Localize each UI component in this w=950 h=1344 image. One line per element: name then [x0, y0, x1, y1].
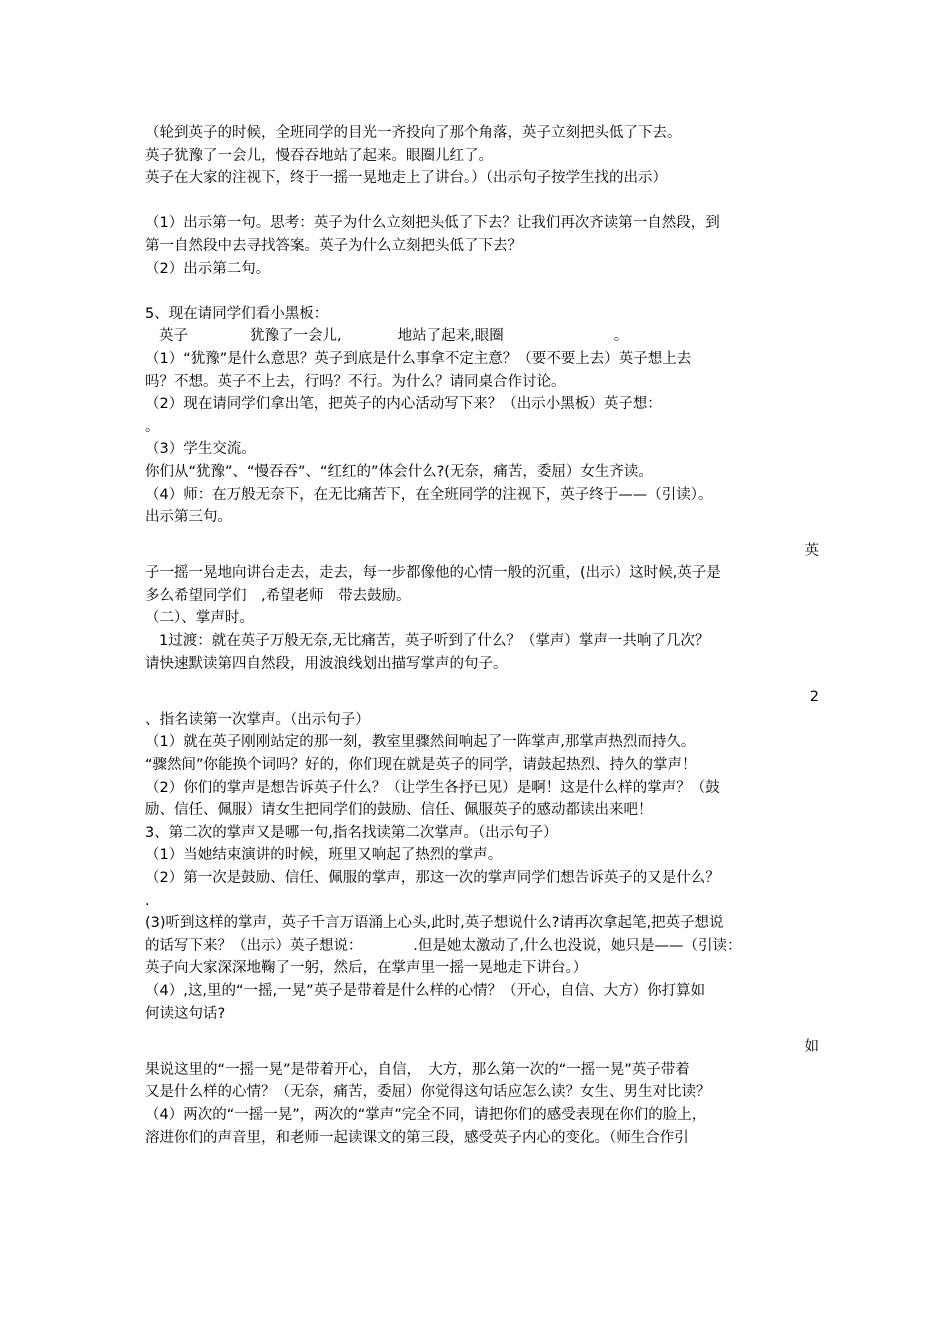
text-line: 果说这里的“一摇一晃”是带着开心，自信， 大方，那么第一次的“一摇一晃”英子带着	[145, 1061, 690, 1078]
text-line: （4）,这,里的“一摇,一晃”英子是带着是什么样的心情？（开心，自信、大方）你打算如	[145, 982, 706, 999]
text-line: （2）现在请同学们拿出笔，把英子的内心活动写下来？（出示小黑板）英子想：	[145, 396, 662, 413]
text-line: 英子在大家的注视下，终于一摇一晃地走上了讲台。）（出示句子按学生找的出示）	[145, 170, 667, 187]
text-line: 溶进你们的声音里，和老师一起读课文的第三段，感受英子内心的变化。（师生合作引	[145, 1129, 689, 1146]
blank-line	[145, 280, 825, 303]
text-line: 子一摇一晃地向讲台走去，走去，每一步都像他的心情一般的沉重，(出示）这时候,英子是	[145, 565, 721, 582]
fill-part: 地站了起来,眼圈	[397, 328, 504, 345]
text-line: 第一自然段中去寻找答案。英子为什么立刻把头低了下去？	[145, 237, 522, 254]
text-line: （3）学生交流。	[145, 441, 256, 458]
text-line: （2）第一次是鼓励、信任、佩服的掌声，那这一次的掌声同学们想告诉英子的又是什么？	[145, 870, 720, 886]
text-line: 何读这句话?	[145, 1005, 226, 1022]
text-line: （1）当她结束演讲的时候，班里又响起了热烈的掌声。	[145, 847, 503, 864]
text-line: 励、信任、佩服）请女生把同学们的鼓励、信任、佩服英子的感动都读出来吧！	[145, 802, 653, 819]
text-line: 3、第二次的掌声又是哪一句,指名找读第二次掌声。（出示句子）	[145, 824, 558, 841]
document-body	[145, 122, 825, 1149]
text-line: 请快速默读第四自然段，用波浪线划出描写掌声的句子。	[145, 655, 508, 672]
text-line: （4）师：在万般无奈下，在无比痛苦下，在全班同学的注视下，英子终于——（引读）。	[145, 486, 713, 503]
text-line: 英子犹豫了一会儿，慢吞吞地站了起来。眼圈儿红了。	[145, 147, 493, 164]
section-heading: 5、现在请同学们看小黑板：	[145, 305, 329, 322]
text-line: .	[145, 892, 150, 909]
text-line: （1）就在英子刚刚站定的那一刻，教室里骤然间响起了一阵掌声,那掌声热烈而持久。	[145, 734, 696, 751]
text-line: （4）两次的“一摇一晃”，两次的“掌声”完全不同，请把你们的感受表现在你们的脸上，	[145, 1106, 707, 1123]
fill-part: 。	[613, 328, 629, 345]
spacer	[145, 675, 825, 686]
text-line: （1）出示第一句。思考：英子为什么立刻把头低了下去？让我们再次齐读第一自然段，到	[145, 215, 720, 232]
text-line: 你们从“犹豫”、“慢吞吞”、“红红的”体会什么?(无奈，痛苦，委屈）女生齐读。	[145, 463, 653, 480]
text-line: 的话写下来？（出示）英子想说： .但是她太激动了,什么也没说，她只是——（引读：	[145, 937, 742, 954]
fill-part: 英子	[159, 328, 188, 345]
wrapped-fragment: 2	[809, 689, 819, 706]
spacer	[145, 529, 825, 540]
text-line: （2）出示第二句。	[145, 260, 271, 277]
text-line: （1）“犹豫”是什么意思？英子到底是什么事拿不定主意？（要不要上去）英子想上去	[145, 350, 692, 367]
text-line: 吗？不想。英子不上去，行吗？不行。为什么？请同桌合作讨论。	[145, 373, 566, 390]
text-line: （轮到英子的时候，全班同学的目光一齐投向了那个角落，英子立刻把头低了下去。	[145, 125, 682, 141]
wrapped-fragment: 如	[804, 1039, 819, 1056]
text-line: 出示第三句。	[145, 509, 232, 526]
text-line: “骤然间”你能换个词吗？好的，你们现在就是英子的同学，请鼓起热烈、持久的掌声！	[145, 757, 697, 774]
wrapped-fragment: 英	[804, 542, 819, 559]
section-heading: （二）、掌声时。	[145, 610, 254, 627]
text-line: 。	[145, 418, 160, 435]
text-line: 英子向大家深深地鞠了一躬，然后，在掌声里一摇一晃地走下讲台。）	[145, 960, 588, 977]
text-line: 又是什么样的心情？（无奈，痛苦，委屈）你觉得这句话应怎么读？女生、男生对比读？	[145, 1084, 711, 1101]
spacer	[145, 1025, 825, 1036]
blackboard-fill-line	[145, 325, 825, 348]
fill-part: 犹豫了一会儿,	[250, 328, 342, 345]
text-line: 1过渡：就在英子万般无奈,无比痛苦，英子听到了什么？（掌声）掌声一共响了几次？	[159, 633, 710, 650]
text-line: 多么希望同学们 ,希望老师 带去鼓励。	[145, 587, 411, 604]
text-line: 、指名读第一次掌声。（出示句子）	[145, 711, 370, 728]
blank-line	[145, 190, 825, 213]
text-line: (3)听到这样的掌声，英子千言万语涌上心头,此时,英子想说什么?请再次拿起笔,把英子想说	[145, 915, 724, 932]
text-line: （2）你们的掌声是想告诉英子什么？（让学生各抒已见）是啊！这是什么样的掌声？（鼓	[145, 779, 720, 796]
